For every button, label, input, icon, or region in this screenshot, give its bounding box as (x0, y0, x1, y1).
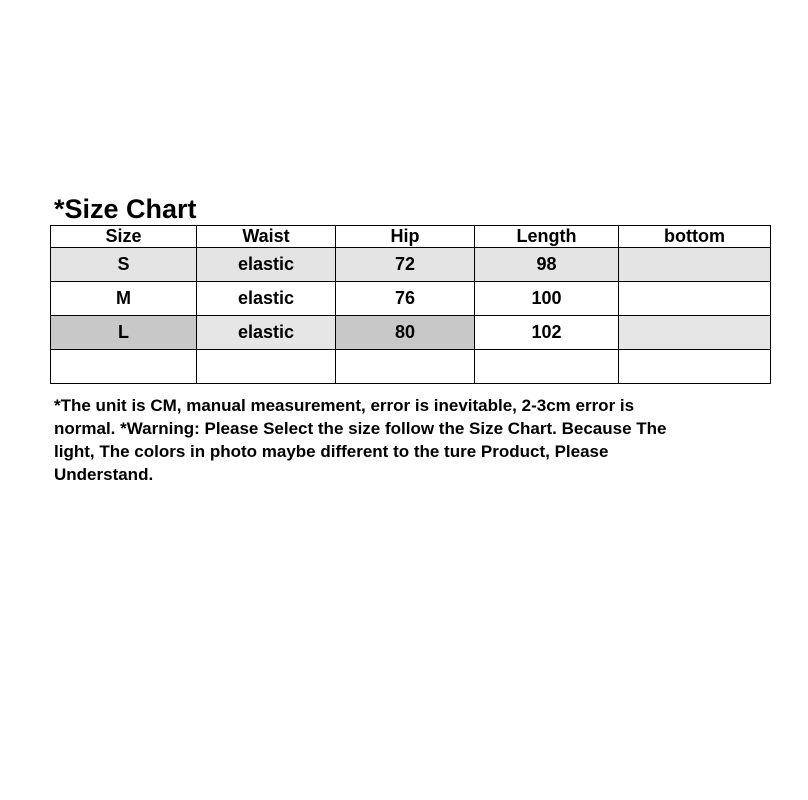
size-chart-table (50, 225, 771, 384)
cell-hip: 80 (336, 316, 475, 350)
cell-hip (336, 350, 475, 384)
size-note: *The unit is CM, manual measurement, error is inevitable, 2-3cm error is normal. *Warning: Please Select the size follow the Size Chart. Because The light, The colors in photo maybe different to the ture Product, Please Understand. (54, 396, 667, 484)
cell-length: 100 (475, 282, 619, 316)
table-row (51, 282, 771, 316)
cell-waist: elastic (197, 282, 336, 316)
cell-waist (197, 350, 336, 384)
cell-bottom (619, 248, 771, 282)
cell-hip: 76 (336, 282, 475, 316)
cell-bottom (619, 350, 771, 384)
cell-size: L (51, 316, 197, 350)
cell-length (475, 350, 619, 384)
table-header-row (51, 226, 771, 248)
table-row (51, 248, 771, 282)
table-row (51, 350, 771, 384)
cell-size (51, 350, 197, 384)
cell-hip: 72 (336, 248, 475, 282)
cell-waist: elastic (197, 248, 336, 282)
header-bottom: bottom (619, 226, 771, 248)
header-size: Size (51, 226, 197, 248)
page-title: *Size Chart (54, 194, 197, 224)
header-hip: Hip (336, 226, 475, 248)
table-row (51, 316, 771, 350)
cell-length: 98 (475, 248, 619, 282)
cell-waist: elastic (197, 316, 336, 350)
cell-bottom (619, 282, 771, 316)
cell-length: 102 (475, 316, 619, 350)
cell-size: M (51, 282, 197, 316)
header-waist: Waist (197, 226, 336, 248)
header-length: Length (475, 226, 619, 248)
cell-size: S (51, 248, 197, 282)
cell-bottom (619, 316, 771, 350)
